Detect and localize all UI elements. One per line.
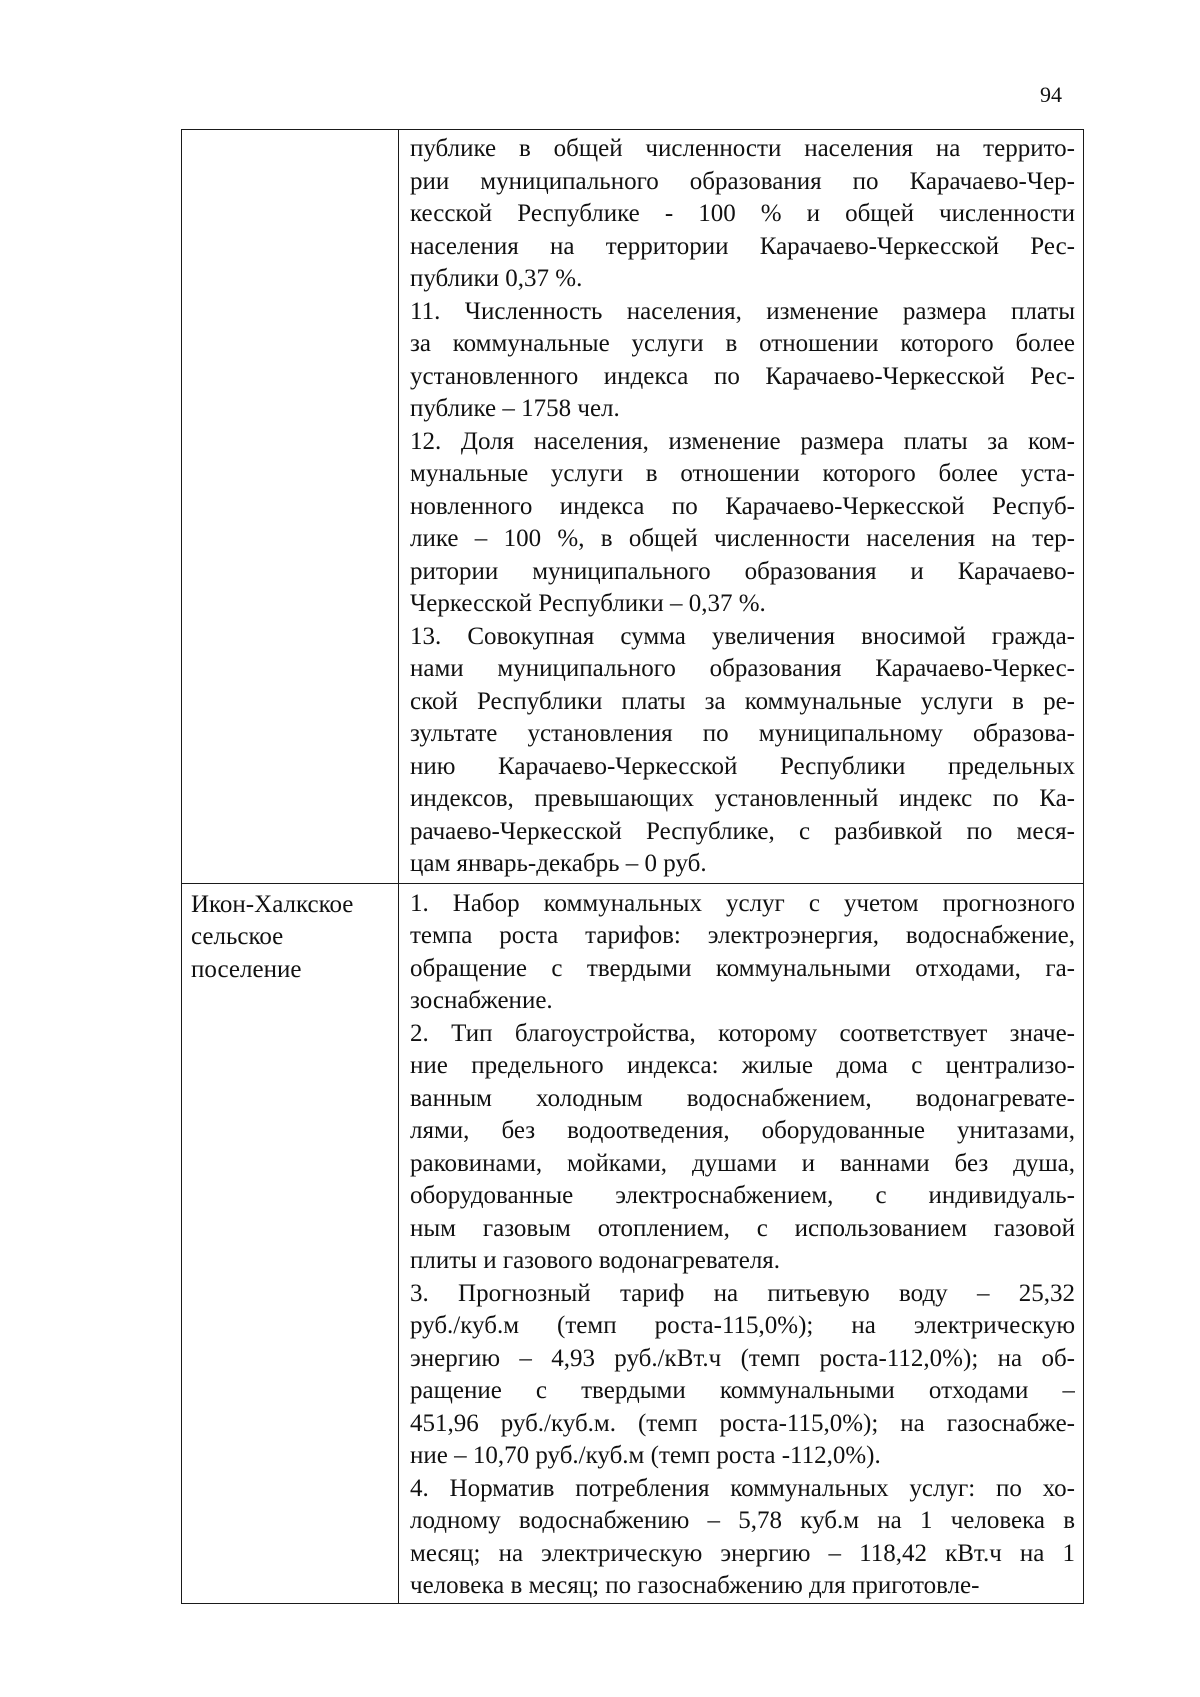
text-line: ритории муниципального образования и Карачаево- [410, 557, 1075, 585]
text-line: населения на территории Карачаево-Черкесской Рес- [410, 232, 1075, 260]
indicators-cell [399, 883, 1084, 1603]
text-line: рачаево-Черкесской Республике, с разбивкой по меся- [410, 817, 1075, 845]
text-line: месяц; на электрическую энергию – 118,42 кВт.ч на 1 [410, 1539, 1075, 1567]
text-line: нию Карачаево-Черкесской Республики предельных [410, 752, 1075, 780]
text-line: мунальные услуги в отношении которого более уста- [410, 460, 1075, 487]
text-line: публики 0,37 %. [410, 265, 583, 292]
indicators-cell [399, 130, 1084, 884]
text-line: Черкесской Республики – 0,37 %. [410, 590, 766, 617]
text-line: обращение с твердыми коммунальными отходами, га- [410, 954, 1075, 982]
text-line: ванным холодным водоснабжением, водонагревате- [410, 1084, 1075, 1112]
indicator-paragraph [410, 1018, 1075, 1278]
text-line: 2. Тип благоустройства, которому соответствует значе- [410, 1019, 1075, 1047]
text-line: 3. Прогнозный тариф на питьевую воду – 25,32 [410, 1279, 1075, 1307]
text-line: лодному водоснабжению – 5,78 куб.м на 1 человека в [410, 1507, 1075, 1534]
text-line: установленного индекса по Карачаево-Черкесской Рес- [410, 362, 1075, 390]
text-line: нами муниципального образования Карачаево-Черкес- [410, 655, 1075, 682]
indicator-paragraph [410, 1278, 1075, 1473]
indicator-paragraph [410, 296, 1075, 426]
table-row [182, 883, 1084, 1603]
text-line: ным газовым отоплением, с использованием газовой [410, 1214, 1075, 1242]
text-line: кесской Республике - 100 % и общей численности [410, 200, 1075, 227]
text-line: 13. Совокупная сумма увеличения вносимой гражда- [410, 622, 1075, 650]
text-line: рии муниципального образования по Карачаево-Чер- [410, 167, 1075, 195]
indicator-paragraph [410, 621, 1075, 881]
text-line: 12. Доля населения, изменение размера платы за ком- [410, 427, 1075, 455]
text-line: ние предельного индекса: жилые дома с централизо- [410, 1052, 1075, 1079]
text-line: лике – 100 %, в общей численности населения на тер- [410, 525, 1075, 552]
page-number: 94 [1040, 82, 1062, 107]
text-line: раковинами, мойками, душами и ваннами без душа, [410, 1149, 1075, 1177]
locality-name-line: сельское [191, 923, 284, 950]
text-line: человека в месяц; по газоснабжению для приготовле- [410, 1572, 980, 1599]
locality-name-line: Икон-Халкское [191, 890, 354, 918]
text-line: плиты и газового водонагревателя. [410, 1247, 781, 1274]
locality-name-line: поселение [191, 955, 302, 983]
text-line: 1. Набор коммунальных услуг с учетом прогнозного [410, 889, 1075, 917]
text-line: руб./куб.м (темп роста-115,0%); на электрическую [410, 1312, 1075, 1339]
text-line: ской Республики платы за коммунальные услуги в ре- [410, 687, 1075, 715]
text-line: зультате установления по муниципальному образова- [410, 720, 1075, 747]
text-line: публике – 1758 чел. [410, 395, 620, 422]
text-line: темпа роста тарифов: электроэнергия, водоснабжение, [410, 922, 1075, 949]
text-line: ращение с твердыми коммунальными отходами – [410, 1377, 1075, 1404]
table-body [182, 130, 1084, 1604]
municipal-index-table [181, 129, 1084, 1604]
text-line: за коммунальные услуги в отношении которого более [410, 330, 1075, 357]
indicators-text [399, 884, 1083, 1603]
indicator-paragraph [410, 426, 1075, 621]
text-line: новленного индекса по Карачаево-Черкесской Респуб- [410, 492, 1075, 520]
text-line: лями, без водоотведения, оборудованные унитазами, [410, 1117, 1075, 1144]
text-line: энергию – 4,93 руб./кВт.ч (темп роста-112,0%); на об- [410, 1344, 1075, 1372]
indicator-paragraph [410, 133, 1075, 296]
text-line: публике в общей численности населения на террито- [410, 135, 1075, 162]
text-line: 11. Численность населения, изменение размера платы [410, 297, 1075, 325]
text-line: оборудованные электроснабжением, с индивидуаль- [410, 1182, 1075, 1209]
indicator-paragraph [410, 888, 1075, 1018]
text-line: 451,96 руб./куб.м. (темп роста-115,0%); на газоснабже- [410, 1409, 1075, 1437]
locality-name [182, 130, 398, 135]
indicator-paragraph [410, 1473, 1075, 1603]
locality-cell [182, 883, 399, 1603]
text-line: индексов, превышающих установленный индекс по Ка- [410, 785, 1075, 812]
table-row [182, 130, 1084, 884]
locality-cell [182, 130, 399, 884]
text-line: цам январь-декабрь – 0 руб. [410, 850, 707, 877]
text-line: 4. Норматив потребления коммунальных услуг: по хо- [410, 1474, 1075, 1502]
indicators-text [399, 130, 1083, 883]
locality-name [182, 884, 398, 987]
text-line: зоснабжение. [410, 987, 553, 1014]
text-line: ние – 10,70 руб./куб.м (темп роста -112,0%). [410, 1442, 881, 1469]
